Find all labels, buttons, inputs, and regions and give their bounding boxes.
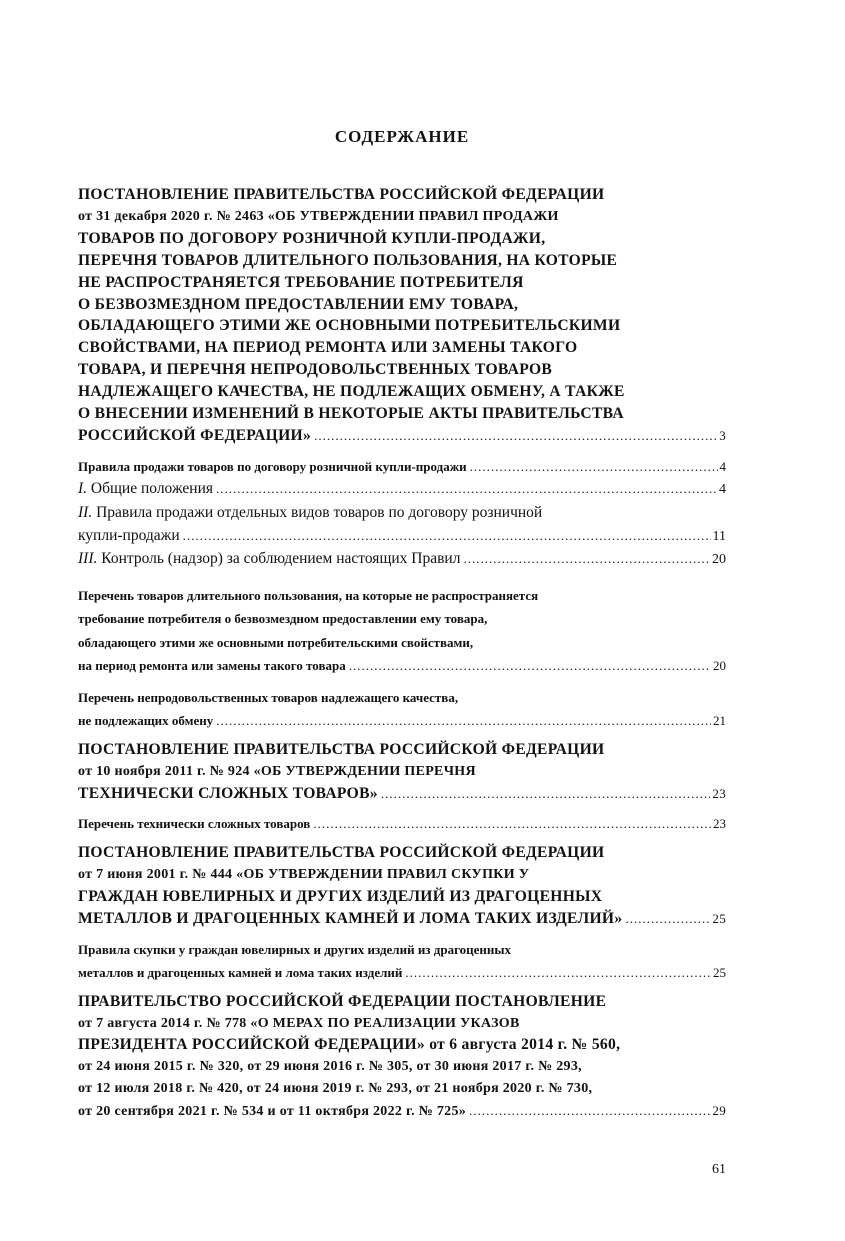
toc-entry-section-3[interactable]: [78, 548, 726, 572]
toc-line: ПРЕЗИДЕНТА РОССИЙСКОЙ ФЕДЕРАЦИИ» от 6 августа 2014 г. № 560,: [78, 1036, 621, 1054]
toc-line: от 12 июля 2018 г. № 420, от 24 июня 2019 г. № 293, от 21 ноября 2020 г. № 730,: [78, 1081, 593, 1097]
toc-entry-title: не подлежащих обмену: [78, 713, 214, 729]
dot-leader: [313, 812, 711, 836]
toc-line: ПРАВИТЕЛЬСТВО РОССИЙСКОЙ ФЕДЕРАЦИИ ПОСТАНОВЛЕНИЕ: [78, 992, 607, 1010]
toc-entry-decree-778[interactable]: [78, 991, 726, 1123]
toc-page-number: 25: [712, 910, 726, 926]
toc-entry-decree-924[interactable]: [78, 739, 726, 805]
toc-entry-section-1[interactable]: [78, 478, 726, 502]
toc-last-line: [78, 455, 726, 479]
toc-entry-decree-444[interactable]: [78, 842, 726, 930]
toc-entry-decree-2463[interactable]: [78, 184, 726, 447]
toc-entry-title: МЕТАЛЛОВ И ДРАГОЦЕННЫХ КАМНЕЙ И ЛОМА ТАКИХ ИЗДЕЛИЙ»: [78, 909, 623, 927]
toc-page-number: 4: [719, 458, 726, 474]
page-number: 61: [712, 1162, 726, 1177]
toc-line: О БЕЗВОЗМЕЗДНОМ ПРЕДОСТАВЛЕНИИ ЕМУ ТОВАРА,: [78, 295, 519, 313]
toc-page-number: 25: [713, 965, 726, 981]
toc-page-number: 29: [712, 1103, 726, 1119]
toc-entry-complex-goods-list[interactable]: [78, 812, 726, 836]
page-title: СОДЕРЖАНИЕ: [334, 127, 470, 146]
toc-last-line: [78, 548, 726, 572]
toc-line: ОБЛАДАЮЩЕГО ЭТИМИ ЖЕ ОСНОВНЫМИ ПОТРЕБИТЕЛЬСКИМИ: [78, 317, 621, 335]
toc-entry-title: металлов и драгоценных камней и лома таких изделий: [78, 965, 403, 981]
toc-line: ГРАЖДАН ЮВЕЛИРНЫХ И ДРУГИХ ИЗДЕЛИЙ ИЗ ДРАГОЦЕННЫХ: [78, 887, 603, 905]
toc-line: Перечень непродовольственных товаров надлежащего качества,: [78, 689, 459, 705]
toc-last-line: [78, 783, 726, 805]
toc-line: НАДЛЕЖАЩЕГО КАЧЕСТВА, НЕ ПОДЛЕЖАЩИХ ОБМЕНУ, А ТАКЖЕ: [78, 383, 625, 401]
dot-leader: [463, 548, 710, 571]
toc-page-number: 4: [719, 482, 726, 498]
dot-leader: [216, 709, 711, 733]
toc-line: от 7 августа 2014 г. № 778 «О МЕРАХ ПО РЕАЛИЗАЦИИ УКАЗОВ: [78, 1015, 520, 1031]
toc-line: от 7 июня 2001 г. № 444 «ОБ УТВЕРЖДЕНИИ ПРАВИЛ СКУПКИ У: [78, 866, 530, 882]
toc-line: О ВНЕСЕНИИ ИЗМЕНЕНИЙ В НЕКОТОРЫЕ АКТЫ ПРАВИТЕЛЬСТВА: [78, 405, 624, 423]
toc-entry-title: Правила продажи товаров по договору розничной купли-продажи: [78, 458, 467, 474]
toc-line: от 24 июня 2015 г. № 320, от 29 июня 2016 г. № 305, от 30 июня 2017 г. № 293,: [78, 1059, 582, 1075]
toc-last-line: [78, 961, 726, 985]
toc-entry-durable-goods-list[interactable]: [78, 584, 726, 678]
toc-line: от 31 декабря 2020 г. № 2463 «ОБ УТВЕРЖДЕНИИ ПРАВИЛ ПРОДАЖИ: [78, 208, 559, 224]
toc-last-line: [78, 908, 726, 930]
toc-page-number: 23: [713, 816, 726, 832]
toc-page-number: 23: [712, 785, 726, 801]
toc-last-line: [78, 425, 726, 447]
toc-entry-title: на период ремонта или замены такого товара: [78, 658, 346, 674]
toc-last-line: [78, 812, 726, 836]
section-numeral: I.: [78, 480, 88, 498]
dot-leader: [625, 908, 710, 930]
toc-entry-jewelry-rules[interactable]: [78, 938, 726, 985]
toc-line: Перечень товаров длительного пользования, на которые не распространяется: [78, 587, 539, 603]
dot-leader: [381, 783, 711, 805]
toc-last-line: [78, 525, 726, 549]
toc-line: СВОЙСТВАМИ, НА ПЕРИОД РЕМОНТА ИЛИ ЗАМЕНЫ ТАКОГО: [78, 339, 578, 357]
toc-last-line: [78, 654, 726, 678]
toc-line: Правила продажи отдельных видов товаров по договору розничной: [96, 503, 543, 521]
toc-entry-title: Перечень технически сложных товаров: [78, 816, 311, 832]
toc-entry-title: ТЕХНИЧЕСКИ СЛОЖНЫХ ТОВАРОВ»: [78, 784, 378, 802]
toc-line: НЕ РАСПРОСТРАНЯЕТСЯ ТРЕБОВАНИЕ ПОТРЕБИТЕЛЯ: [78, 273, 524, 291]
toc-entry-title: от 20 сентября 2021 г. № 534 и от 11 октября 2022 г. № 725»: [78, 1104, 467, 1120]
toc-line: ТОВАРОВ ПО ДОГОВОРУ РОЗНИЧНОЙ КУПЛИ-ПРОДАЖИ,: [78, 229, 546, 247]
toc-page-number: 11: [712, 528, 726, 544]
dot-leader: [314, 425, 717, 447]
toc-page-number: 20: [713, 658, 726, 674]
toc-line: ПЕРЕЧНЯ ТОВАРОВ ДЛИТЕЛЬНОГО ПОЛЬЗОВАНИЯ, НА КОТОРЫЕ: [78, 251, 618, 269]
dot-leader: [405, 961, 711, 985]
toc-entry-title: купли-продажи: [78, 526, 180, 544]
dot-leader: [183, 525, 711, 548]
toc-page-number: 20: [712, 552, 726, 568]
toc-line: требование потребителя о безвозмездном предоставлении ему товара,: [78, 611, 488, 627]
toc-line: Правила скупки у граждан ювелирных и других изделий из драгоценных: [78, 941, 512, 957]
dot-leader: [469, 1100, 710, 1122]
toc-line: от 10 ноября 2011 г. № 924 «ОБ УТВЕРЖДЕНИИ ПЕРЕЧНЯ: [78, 763, 476, 779]
section-numeral: II.: [78, 503, 93, 521]
toc-entry-sales-rules[interactable]: [78, 455, 726, 479]
toc-last-line: [78, 1100, 726, 1123]
toc-entry-title: Контроль (надзор) за соблюдением настоящих Правил: [101, 550, 461, 568]
table-of-contents: [78, 184, 726, 1123]
toc-page-number: 21: [713, 713, 726, 729]
toc-line: обладающего этими же основными потребительскими свойствами,: [78, 634, 474, 650]
section-numeral: III.: [78, 550, 98, 568]
dot-leader: [216, 478, 717, 501]
toc-line: ПОСТАНОВЛЕНИЕ ПРАВИТЕЛЬСТВА РОССИЙСКОЙ ФЕДЕРАЦИИ: [78, 186, 605, 203]
toc-last-line: [78, 709, 726, 733]
toc-entry-section-2[interactable]: [78, 502, 726, 548]
toc-entry-title: РОССИЙСКОЙ ФЕДЕРАЦИИ»: [78, 426, 312, 444]
dot-leader: [470, 455, 718, 479]
toc-entry-non-exchangeable-list[interactable]: [78, 686, 726, 733]
toc-entry-title: Общие положения: [90, 480, 214, 498]
document-page: [78, 0, 726, 1241]
toc-last-line: [78, 478, 726, 502]
toc-page-number: 3: [719, 427, 726, 443]
toc-line: ТОВАРА, И ПЕРЕЧНЯ НЕПРОДОВОЛЬСТВЕННЫХ ТОВАРОВ: [78, 361, 553, 379]
toc-line: ПОСТАНОВЛЕНИЕ ПРАВИТЕЛЬСТВА РОССИЙСКОЙ ФЕДЕРАЦИИ: [78, 740, 605, 758]
toc-line: ПОСТАНОВЛЕНИЕ ПРАВИТЕЛЬСТВА РОССИЙСКОЙ ФЕДЕРАЦИИ: [78, 843, 605, 861]
dot-leader: [349, 654, 711, 678]
